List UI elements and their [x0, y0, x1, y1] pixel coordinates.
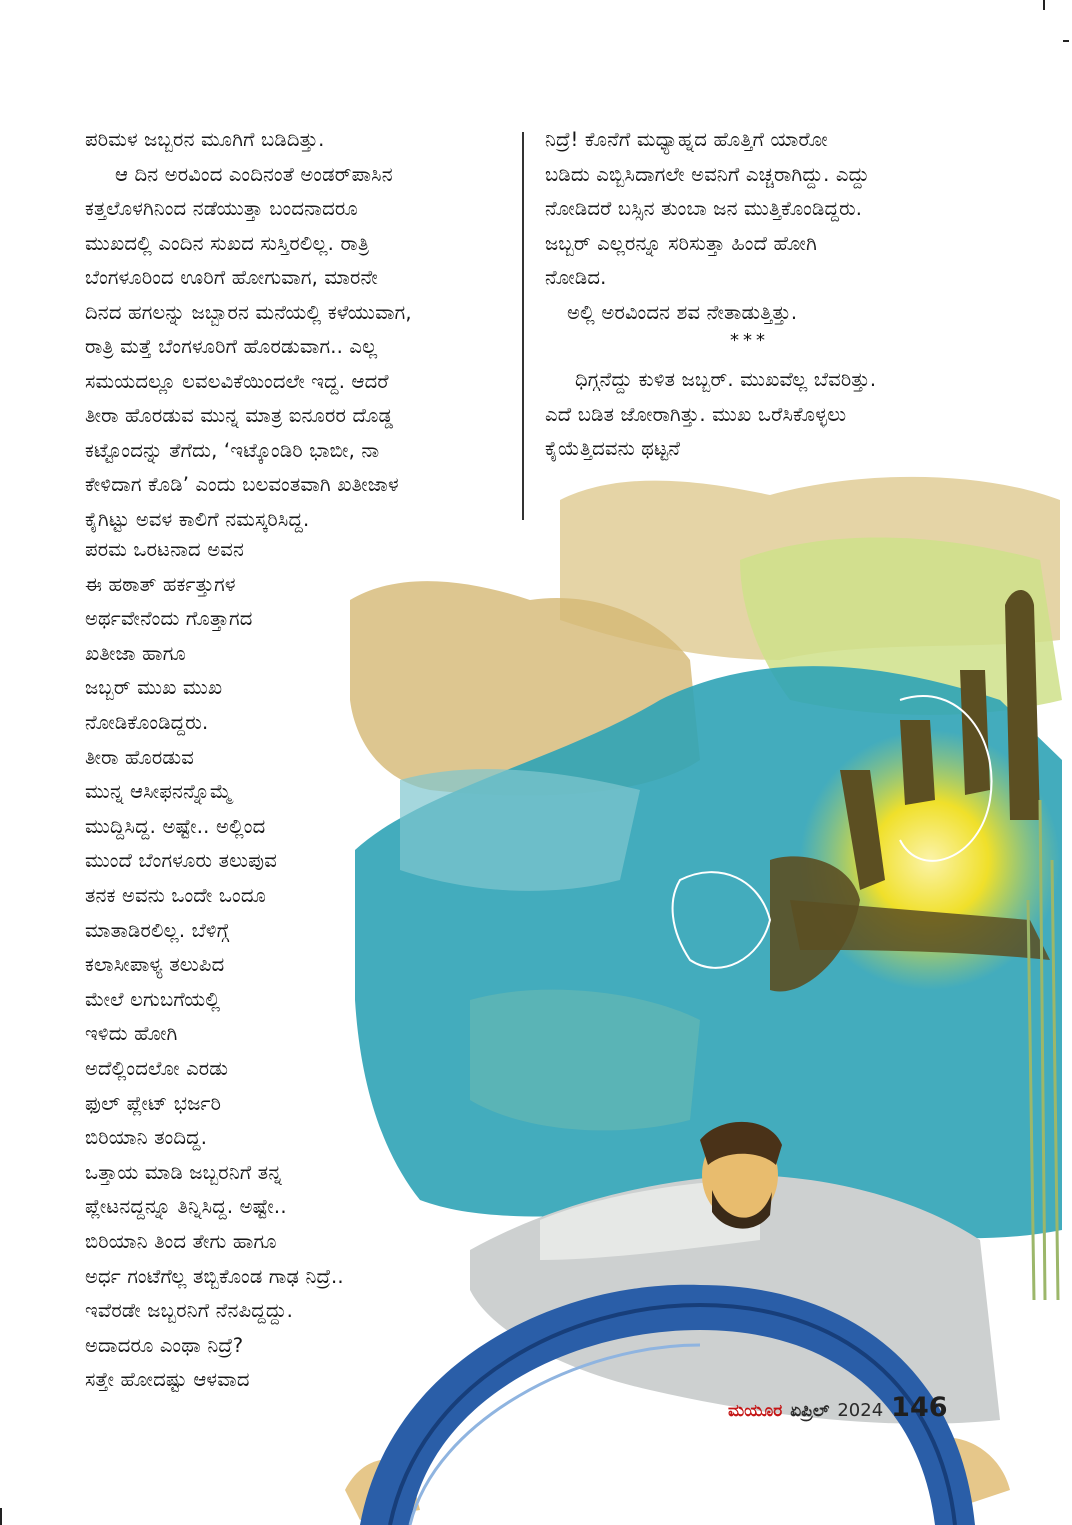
text-line: ಇಳಿದು ಹೋಗಿ	[85, 1022, 178, 1046]
text-line: ಕಲಾಸೀಪಾಳ್ಯ ತಲುಪಿದ	[85, 953, 225, 977]
text-line: ಮುದ್ದಿಸಿದ್ದ. ಅಷ್ಟೇ.. ಅಲ್ಲಿಂದ	[85, 814, 266, 838]
text-line: ಅರ್ಧ ಗಂಟೆಗೆಲ್ಲ ತಬ್ಬಿಕೊಂಡ ಗಾಢ ನಿದ್ರೆ..	[85, 1264, 344, 1288]
text-line: ಖತೀಜಾ ಹಾಗೂ	[85, 641, 186, 665]
text-line: ನೋಡಿದ.	[545, 266, 607, 289]
text-line: ತೀರಾ ಹೊರಡುವ	[85, 745, 194, 769]
text-line: ಪ್ಲೇಟನದ್ದನ್ನೂ ತಿನ್ನಿಸಿದ್ದ. ಅಷ್ಟೇ..	[85, 1195, 287, 1219]
text-line: ನೋಡಿಕೊಂಡಿದ್ದರು.	[85, 711, 209, 734]
text-line: ಮುಂದೆ ಬೆಂಗಳೂರು ತಲುಪುವ	[85, 849, 277, 873]
text-line: ತನಕ ಅವನು ಒಂದೇ ಒಂದೂ	[85, 884, 267, 907]
text-line: ಮುನ್ನ ಆಸೀಫನನ್ನೊಮ್ಮೆ	[85, 780, 233, 804]
text-line: ಮಾತಾಡಿರಲಿಲ್ಲ. ಬೆಳಿಗ್ಗೆ	[85, 918, 230, 942]
issue-month: ಏಪ್ರಿಲ್	[790, 1401, 830, 1421]
text-line: ಬೆಂಗಳೂರಿಂದ ಊರಿಗೆ ಹೋಗುವಾಗ, ಮಾರನೇ	[85, 266, 378, 289]
text-line: ದಿನದ ಹಗಲನ್ನು ಜಬ್ಬಾರನ ಮನೆಯಲ್ಲಿ ಕಳೆಯುವಾಗ,	[85, 300, 412, 324]
text-line: ಜಬ್ಬರ್ ಮುಖ ಮುಖ	[85, 676, 223, 700]
text-line: ಪರಿಮಳ ಜಬ್ಬರನ ಮೂಗಿಗೆ ಬಡಿದಿತ್ತು.	[85, 128, 325, 151]
text-line: ಮೇಲೆ ಲಗುಬಗೆಯಲ್ಲಿ	[85, 987, 221, 1011]
text-line: ಈ ಹಠಾತ್ ಹರ್ಕತ್ತುಗಳ	[85, 572, 236, 596]
text-line: ಬಿರಿಯಾನಿ ತಂದಿದ್ದ.	[85, 1126, 208, 1150]
text-line: ಒತ್ತಾಯ ಮಾಡಿ ಜಬ್ಬರನಿಗೆ ತನ್ನ	[85, 1160, 282, 1184]
text-line: ಕತ್ತಲೊಳಗಿನಿಂದ ನಡೆಯುತ್ತಾ ಬಂದನಾದರೂ	[85, 197, 358, 220]
text-line: ಪರಮ ಒರಟನಾದ ಅವನ	[85, 538, 245, 561]
text-line: ಮುಖದಲ್ಲಿ ಎಂದಿನ ಸುಖದ ಸುಸ್ತಿರಲಿಲ್ಲ. ರಾತ್ರಿ	[85, 231, 370, 255]
page-number: 146	[891, 1392, 948, 1423]
column-divider	[522, 132, 524, 520]
text-line: ಇವೆರಡೇ ಜಬ್ಬರನಿಗೆ ನೆನಪಿದ್ದದ್ದು.	[85, 1299, 294, 1323]
text-line: ಅಲ್ಲಿ ಅರವಿಂದನ ಶವ ನೇತಾಡುತ್ತಿತ್ತು.	[567, 300, 798, 324]
section-separator: ***	[730, 330, 769, 351]
text-line: ಎದೆ ಬಡಿತ ಜೋರಾಗಿತ್ತು. ಮುಖ ಒರೆಸಿಕೊಳ್ಳಲು	[545, 402, 847, 426]
text-line: ಫುಲ್ ಪ್ಲೇಟ್ ಭರ್ಜರಿ	[85, 1091, 222, 1115]
text-line: ನಿದ್ರೆ! ಕೊನೆಗೆ ಮಧ್ಯಾಹ್ನದ ಹೊತ್ತಿಗೆ ಯಾರೋ	[545, 128, 828, 151]
text-line: ಧಿಗ್ಗನೆದ್ದು ಕುಳಿತ ಜಬ್ಬರ್. ಮುಖವೆಲ್ಲ ಬೆವರಿತ್ತು.	[575, 368, 877, 391]
text-line: ನೋಡಿದರೆ ಬಸ್ಸಿನ ತುಂಬಾ ಜನ ಮುತ್ತಿಕೊಂಡಿದ್ದರು.	[545, 197, 863, 220]
text-line: ಅರ್ಥವೇನೆಂದು ಗೊತ್ತಾಗದ	[85, 607, 253, 631]
text-line: ಸತ್ತೇ ಹೋದಷ್ಟು ಆಳವಾದ	[85, 1368, 250, 1392]
magazine-name: ಮಯೂರ	[728, 1401, 783, 1421]
text-line: ಬಡಿದು ಎಬ್ಬಿಸಿದಾಗಲೇ ಅವನಿಗೆ ಎಚ್ಚರಾಗಿದ್ದು. ಎದ್ದು	[545, 162, 870, 186]
text-line: ರಾತ್ರಿ ಮತ್ತೆ ಬೆಂಗಳೂರಿಗೆ ಹೊರಡುವಾಗ.. ಎಲ್ಲ	[85, 335, 378, 358]
page-footer	[728, 1392, 948, 1426]
text-line: ಬಿರಿಯಾನಿ ತಿಂದ ತೇಗು ಹಾಗೂ	[85, 1230, 277, 1253]
text-line: ಜಬ್ಬರ್ ಎಲ್ಲರನ್ನೂ ಸರಿಸುತ್ತಾ ಹಿಂದೆ ಹೋಗಿ	[545, 231, 817, 255]
text-line: ಅದಾದರೂ ಎಂಥಾ ನಿದ್ರೆ?	[85, 1333, 244, 1357]
text-line: ಕೈಗಿಟ್ಟು ಅವಳ ಕಾಲಿಗೆ ನಮಸ್ಕರಿಸಿದ್ದ.	[85, 507, 310, 531]
text-line: ಕೈಯೆತ್ತಿದವನು ಥಟ್ಟನೆ	[545, 437, 681, 460]
text-line: ಅದೆಲ್ಲಿಂದಲೋ ಎರಡು	[85, 1057, 229, 1080]
text-line: ಕಟ್ಟೊಂದನ್ನು ತೆಗೆದು, ‘ಇಟ್ಕೊಂಡಿರಿ ಭಾಬೀ, ನಾ	[85, 438, 380, 462]
text-line: ಕೇಳಿದಾಗ ಕೊಡಿ’ ಎಂದು ಬಲವಂತವಾಗಿ ಖತೀಜಾಳ	[85, 473, 399, 496]
text-line: ಸಮಯದಲ್ಲೂ ಲವಲವಿಕೆಯಿಂದಲೇ ಇದ್ದ. ಆದರೆ	[85, 369, 389, 393]
text-line: ಆ ದಿನ ಅರವಿಂದ ಎಂದಿನಂತೆ ಅಂಡರ್‌ಪಾಸಿನ	[115, 162, 393, 186]
issue-year: 2024	[837, 1400, 884, 1421]
text-line: ತೀರಾ ಹೊರಡುವ ಮುನ್ನ ಮಾತ್ರ ಐನೂರರ ದೊಡ್ಡ	[85, 404, 394, 427]
